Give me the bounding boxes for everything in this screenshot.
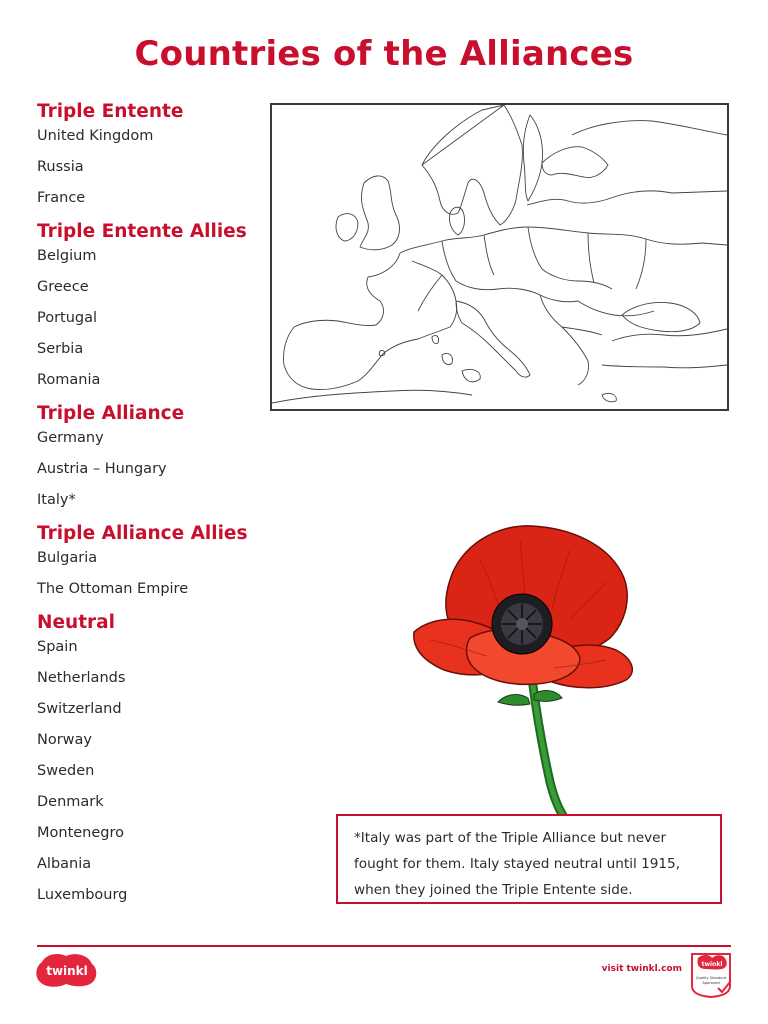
alliance-group bbox=[37, 218, 277, 400]
country-item: Bulgaria bbox=[37, 550, 98, 566]
country-item: Germany bbox=[37, 430, 104, 446]
group-heading: Triple Entente bbox=[37, 101, 184, 122]
country-item: Russia bbox=[37, 159, 84, 175]
alliance-group bbox=[37, 520, 277, 609]
country-item: Portugal bbox=[37, 310, 98, 326]
country-item: Italy* bbox=[37, 492, 76, 508]
country-item: Luxembourg bbox=[37, 887, 128, 903]
country-item: Spain bbox=[37, 639, 78, 655]
country-item: Serbia bbox=[37, 341, 84, 357]
group-heading: Triple Alliance Allies bbox=[37, 523, 248, 544]
alliance-list bbox=[37, 98, 277, 915]
badge-text-2: Approved bbox=[702, 981, 720, 985]
visit-link[interactable]: visit twinkl.com bbox=[601, 964, 682, 974]
country-item: Albania bbox=[37, 856, 92, 872]
poppy-icon bbox=[410, 520, 650, 820]
quality-badge bbox=[688, 950, 734, 998]
country-item: Denmark bbox=[37, 794, 104, 810]
footnote-line-2: fought for them. Italy stayed neutral until 1915, bbox=[354, 856, 681, 872]
country-item: Austria – Hungary bbox=[37, 461, 167, 477]
country-item: Switzerland bbox=[37, 701, 122, 717]
footer-divider bbox=[37, 945, 731, 947]
alliance-group bbox=[37, 400, 277, 520]
poppy-flower-image bbox=[410, 520, 650, 820]
country-item: The Ottoman Empire bbox=[37, 581, 189, 597]
quality-badge-icon bbox=[688, 950, 734, 998]
footnote-line-3: when they joined the Triple Entente side. bbox=[354, 882, 633, 898]
italy-footnote-box bbox=[336, 814, 722, 904]
country-item: Norway bbox=[37, 732, 93, 748]
twinkl-logo-icon bbox=[36, 952, 98, 988]
country-item: Sweden bbox=[37, 763, 95, 779]
country-item: Belgium bbox=[37, 248, 97, 264]
group-heading: Neutral bbox=[37, 612, 115, 633]
group-heading: Triple Entente Allies bbox=[37, 221, 247, 242]
country-item: Romania bbox=[37, 372, 101, 388]
europe-outline-map-icon bbox=[272, 105, 727, 409]
country-item: Netherlands bbox=[37, 670, 126, 686]
country-item: Greece bbox=[37, 279, 89, 295]
twinkl-logo[interactable] bbox=[36, 952, 98, 988]
country-item: France bbox=[37, 190, 86, 206]
country-item: United Kingdom bbox=[37, 128, 154, 144]
alliance-group bbox=[37, 98, 277, 218]
group-heading: Triple Alliance bbox=[37, 403, 185, 424]
page-title: Countries of the Alliances bbox=[134, 34, 634, 74]
europe-map bbox=[270, 103, 729, 411]
twinkl-logo-text: twinkl bbox=[46, 964, 88, 978]
country-item: Montenegro bbox=[37, 825, 125, 841]
footnote-line-1: *Italy was part of the Triple Alliance but never bbox=[354, 830, 667, 846]
badge-text-1: Quality Standard bbox=[695, 976, 727, 980]
alliance-group bbox=[37, 609, 277, 915]
badge-brand-text: twinkl bbox=[701, 961, 723, 968]
